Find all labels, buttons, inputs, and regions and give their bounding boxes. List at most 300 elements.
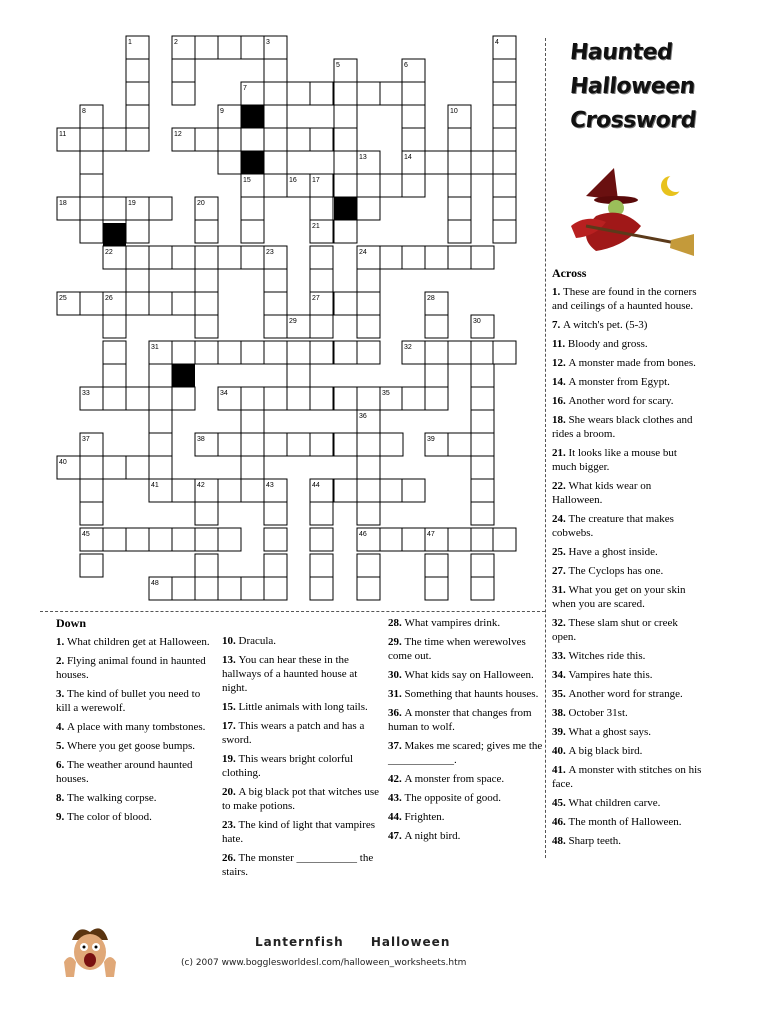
grid-cell[interactable]	[126, 246, 149, 269]
grid-cell[interactable]	[264, 59, 287, 82]
grid-cell[interactable]	[402, 246, 425, 269]
clue-text: October 31st.	[568, 707, 628, 719]
clue-number: 25.	[552, 546, 569, 558]
clue-text: A big black pot that witches use to make potions.	[222, 786, 380, 812]
grid-cell[interactable]	[357, 479, 380, 502]
grid-cell[interactable]	[264, 577, 287, 600]
page-title	[570, 36, 750, 138]
grid-cell[interactable]	[264, 528, 287, 551]
cell-number: 4	[495, 39, 499, 46]
grid-cell[interactable]	[425, 315, 448, 338]
down-clue	[388, 791, 548, 805]
grid-cell[interactable]	[172, 528, 195, 551]
grid-cell[interactable]	[264, 554, 287, 577]
clue-number: 16.	[552, 395, 569, 407]
grid-cell[interactable]	[402, 174, 425, 197]
grid-cell[interactable]	[195, 269, 218, 292]
grid-cell[interactable]	[334, 128, 357, 151]
down-clue	[56, 810, 216, 824]
witch-on-broom-icon	[566, 156, 696, 266]
grid-cell[interactable]	[357, 456, 380, 479]
grid-cell[interactable]	[380, 82, 403, 105]
grid-cell[interactable]	[149, 528, 172, 551]
across-clue	[552, 815, 702, 829]
grid-cell[interactable]	[448, 128, 471, 151]
grid-cell[interactable]	[357, 269, 380, 292]
grid-cell[interactable]	[218, 128, 241, 151]
clue-text: A monster from space.	[404, 773, 505, 785]
grid-cell[interactable]	[80, 292, 103, 315]
grid-cell[interactable]	[287, 128, 310, 151]
clue-number: 33.	[552, 650, 569, 662]
grid-cell[interactable]	[172, 246, 195, 269]
cell-number: 40	[59, 459, 67, 466]
grid-cell[interactable]	[195, 341, 218, 364]
grid-cell[interactable]	[310, 269, 333, 292]
clue-text: What kids wear on Halloween.	[552, 480, 652, 506]
grid-cell[interactable]	[380, 433, 403, 456]
down-clue	[222, 719, 382, 747]
grid-cell[interactable]	[218, 479, 241, 502]
grid-cell[interactable]	[126, 269, 149, 292]
grid-cell[interactable]	[195, 246, 218, 269]
cell-number: 6	[404, 62, 408, 69]
grid-cell[interactable]	[218, 528, 241, 551]
grid-cell[interactable]	[149, 387, 172, 410]
grid-cell[interactable]	[493, 105, 516, 128]
grid-cell[interactable]	[103, 197, 126, 220]
grid-cell[interactable]	[149, 246, 172, 269]
grid-cell[interactable]	[195, 220, 218, 243]
grid-cell[interactable]	[334, 82, 357, 105]
grid-cell[interactable]	[493, 82, 516, 105]
grid-cell[interactable]	[241, 387, 264, 410]
grid-cell[interactable]	[80, 479, 103, 502]
grid-cell[interactable]	[80, 197, 103, 220]
grid-cell[interactable]	[126, 387, 149, 410]
down-clue	[388, 810, 548, 824]
grid-cell[interactable]	[218, 246, 241, 269]
grid-cell[interactable]	[334, 105, 357, 128]
clue-number: 14.	[552, 376, 569, 388]
grid-cell[interactable]	[471, 341, 494, 364]
grid-cell[interactable]	[471, 502, 494, 525]
cell-number: 19	[128, 200, 136, 207]
across-heading: Across	[552, 266, 587, 280]
grid-cell[interactable]	[80, 554, 103, 577]
grid-cell[interactable]	[357, 315, 380, 338]
cell-number: 42	[197, 482, 205, 489]
clue-text: A big black bird.	[568, 745, 643, 757]
grid-cell[interactable]	[448, 246, 471, 269]
grid-cell[interactable]	[310, 528, 333, 551]
clue-number: 43.	[388, 792, 405, 804]
clue-number: 45.	[552, 797, 569, 809]
clue-number: 37.	[388, 740, 405, 752]
copyright-text: (c) 2007 www.bogglesworldesl.com/halloween_worksheets.htm	[181, 958, 467, 968]
clue-number: 28.	[388, 617, 405, 629]
grid-cell[interactable]	[126, 82, 149, 105]
grid-cell[interactable]	[425, 387, 448, 410]
clue-number: 4.	[56, 721, 67, 733]
grid-cell[interactable]	[264, 174, 287, 197]
grid-cell[interactable]	[195, 554, 218, 577]
clue-number: 9.	[56, 811, 67, 823]
grid-cell[interactable]	[334, 387, 357, 410]
clue-text: A monster with stitches on his face.	[552, 764, 702, 790]
grid-cell[interactable]	[80, 456, 103, 479]
grid-cell[interactable]	[149, 410, 172, 433]
cell-number: 44	[312, 482, 320, 489]
clue-number: 35.	[552, 688, 569, 700]
grid-cell[interactable]	[241, 433, 264, 456]
grid-cell[interactable]	[402, 479, 425, 502]
grid-cell[interactable]	[334, 220, 357, 243]
grid-cell[interactable]	[172, 59, 195, 82]
grid-cell[interactable]	[126, 59, 149, 82]
grid-cell[interactable]	[402, 82, 425, 105]
grid-cell[interactable]	[425, 246, 448, 269]
clue-number: 3.	[56, 688, 67, 700]
cell-number: 43	[266, 482, 274, 489]
down-clue	[222, 752, 382, 780]
grid-cell[interactable]	[471, 577, 494, 600]
grid-cell[interactable]	[310, 577, 333, 600]
grid-cell[interactable]	[195, 128, 218, 151]
grid-cell[interactable]	[103, 128, 126, 151]
grid-cell[interactable]	[380, 528, 403, 551]
across-clue	[552, 394, 702, 408]
grid-cell[interactable]	[218, 151, 241, 174]
grid-cell[interactable]	[172, 387, 195, 410]
grid-cell[interactable]	[172, 82, 195, 105]
clue-number: 15.	[222, 701, 239, 713]
grid-cell[interactable]	[126, 456, 149, 479]
grid-cell[interactable]	[357, 341, 380, 364]
cell-number: 48	[151, 580, 159, 587]
across-clue	[552, 706, 702, 720]
grid-cell[interactable]	[264, 387, 287, 410]
grid-cell[interactable]	[103, 456, 126, 479]
clue-text: What kids say on Halloween.	[404, 669, 534, 681]
grid-cell[interactable]	[334, 433, 357, 456]
grid-cell[interactable]	[425, 151, 448, 174]
grid-cell[interactable]	[471, 479, 494, 502]
cell-number: 10	[450, 108, 458, 115]
clue-text: Dracula.	[238, 635, 277, 647]
grid-cell[interactable]	[425, 577, 448, 600]
grid-cell[interactable]	[448, 220, 471, 243]
down-clue	[388, 772, 548, 786]
grid-cell[interactable]	[172, 577, 195, 600]
grid-cell[interactable]	[425, 554, 448, 577]
grid-cell[interactable]	[471, 456, 494, 479]
grid-cell[interactable]	[126, 528, 149, 551]
grid-cell[interactable]	[357, 554, 380, 577]
cell-number: 41	[151, 482, 159, 489]
grid-cell[interactable]	[126, 220, 149, 243]
grid-cell[interactable]	[241, 577, 264, 600]
down-clue	[388, 829, 548, 843]
grid-cell[interactable]	[195, 577, 218, 600]
grid-cell[interactable]	[149, 292, 172, 315]
grid-cell[interactable]	[310, 82, 333, 105]
grid-cell[interactable]	[264, 105, 287, 128]
grid-cell[interactable]	[218, 433, 241, 456]
clue-text: The time when werewolves come out.	[388, 636, 526, 662]
grid-cell[interactable]	[380, 174, 403, 197]
grid-cell[interactable]	[172, 341, 195, 364]
down-clues-col-2	[222, 634, 382, 884]
grid-cell[interactable]	[357, 577, 380, 600]
grid-cell[interactable]	[471, 364, 494, 387]
grid-cell[interactable]	[195, 502, 218, 525]
grid-cell[interactable]	[493, 220, 516, 243]
grid-cell[interactable]	[448, 528, 471, 551]
grid-cell[interactable]	[471, 151, 494, 174]
grid-cell[interactable]	[357, 292, 380, 315]
grid-cell[interactable]	[241, 220, 264, 243]
grid-cell[interactable]	[493, 174, 516, 197]
grid-cell[interactable]	[493, 59, 516, 82]
grid-cell[interactable]	[264, 341, 287, 364]
grid-cell[interactable]	[103, 364, 126, 387]
across-clue	[552, 337, 702, 351]
grid-cell[interactable]	[493, 128, 516, 151]
grid-cell[interactable]	[402, 105, 425, 128]
grid-cell[interactable]	[493, 151, 516, 174]
grid-cell[interactable]	[195, 528, 218, 551]
grid-cell[interactable]	[241, 246, 264, 269]
clue-number: 17.	[222, 720, 239, 732]
grid-cell[interactable]	[448, 151, 471, 174]
grid-cell[interactable]	[195, 36, 218, 59]
down-clue	[222, 818, 382, 846]
grid-cell[interactable]	[80, 220, 103, 243]
clue-number: 7.	[552, 319, 563, 331]
grid-cell[interactable]	[241, 341, 264, 364]
clue-text: You can hear these in the hallways of a haunted house at night.	[222, 654, 358, 694]
grid-cell[interactable]	[448, 197, 471, 220]
cell-number: 27	[312, 295, 320, 302]
grid-cell[interactable]	[264, 82, 287, 105]
across-clue	[552, 725, 702, 739]
grid-cell[interactable]	[493, 197, 516, 220]
cell-number: 29	[289, 318, 297, 325]
grid-cell[interactable]	[357, 387, 380, 410]
grid-cell[interactable]	[334, 292, 357, 315]
grid-cell[interactable]	[471, 528, 494, 551]
across-clue	[552, 649, 702, 663]
cell-number: 20	[197, 200, 205, 207]
grid-cell[interactable]	[471, 433, 494, 456]
grid-cell[interactable]	[357, 197, 380, 220]
grid-cell[interactable]	[195, 292, 218, 315]
clue-number: 38.	[552, 707, 569, 719]
cell-number: 38	[197, 436, 205, 443]
grid-cell[interactable]	[448, 174, 471, 197]
across-clue	[552, 413, 702, 441]
grid-cell[interactable]	[334, 174, 357, 197]
grid-cell[interactable]	[334, 479, 357, 502]
clue-number: 21.	[552, 447, 569, 459]
down-clue	[56, 720, 216, 734]
grid-cell[interactable]	[264, 502, 287, 525]
grid-cell[interactable]	[357, 433, 380, 456]
grid-cell[interactable]	[126, 105, 149, 128]
grid-cell[interactable]	[103, 528, 126, 551]
grid-cell[interactable]	[149, 456, 172, 479]
grid-cell[interactable]	[126, 292, 149, 315]
cell-number: 46	[359, 531, 367, 538]
grid-cell[interactable]	[357, 82, 380, 105]
cell-number: 18	[59, 200, 67, 207]
grid-cell[interactable]	[80, 174, 103, 197]
clue-number: 32.	[552, 617, 569, 629]
down-clue	[56, 739, 216, 753]
grid-cell[interactable]	[310, 246, 333, 269]
clue-text: These slam shut or creek open.	[552, 617, 678, 643]
grid-cell[interactable]	[241, 128, 264, 151]
grid-cell[interactable]	[402, 128, 425, 151]
down-clues-col-1	[56, 616, 216, 829]
grid-cell[interactable]	[264, 315, 287, 338]
grid-cell[interactable]	[218, 36, 241, 59]
grid-cell[interactable]	[103, 387, 126, 410]
grid-cell[interactable]	[310, 315, 333, 338]
clue-text: The kind of bullet you need to kill a werewolf.	[56, 688, 201, 714]
across-clues	[552, 266, 702, 853]
grid-cell[interactable]	[264, 292, 287, 315]
black-cell	[103, 223, 126, 246]
grid-cell[interactable]	[264, 433, 287, 456]
clue-text: The weather around haunted houses.	[56, 759, 193, 785]
grid-cell[interactable]	[287, 341, 310, 364]
grid-cell[interactable]	[126, 128, 149, 151]
grid-cell[interactable]	[241, 456, 264, 479]
grid-cell[interactable]	[149, 364, 172, 387]
clue-number: 13.	[222, 654, 239, 666]
cell-number: 28	[427, 295, 435, 302]
grid-cell[interactable]	[310, 387, 333, 410]
grid-cell[interactable]	[471, 410, 494, 433]
grid-cell[interactable]	[448, 341, 471, 364]
cell-number: 16	[289, 177, 297, 184]
grid-cell[interactable]	[310, 128, 333, 151]
grid-cell[interactable]	[218, 577, 241, 600]
grid-cell[interactable]	[287, 82, 310, 105]
grid-cell[interactable]	[149, 197, 172, 220]
grid-cell[interactable]	[334, 341, 357, 364]
clue-text: Where you get goose bumps.	[67, 740, 195, 752]
grid-cell[interactable]	[310, 502, 333, 525]
clue-number: 40.	[552, 745, 569, 757]
down-clue	[56, 687, 216, 715]
grid-cell[interactable]	[310, 341, 333, 364]
grid-cell[interactable]	[241, 36, 264, 59]
grid-cell[interactable]	[310, 554, 333, 577]
clue-number: 10.	[222, 635, 239, 647]
grid-cell[interactable]	[103, 341, 126, 364]
grid-cell[interactable]	[357, 174, 380, 197]
grid-cell[interactable]	[471, 387, 494, 410]
grid-cell[interactable]	[241, 410, 264, 433]
grid-cell[interactable]	[402, 528, 425, 551]
grid-cell[interactable]	[149, 433, 172, 456]
title-line-3: Crossword	[568, 108, 698, 133]
clue-text: What you get on your skin when you are scared.	[552, 584, 686, 610]
grid-cell[interactable]	[80, 502, 103, 525]
across-clue	[552, 583, 702, 611]
clue-text: Another word for scary.	[568, 395, 674, 407]
grid-cell[interactable]	[241, 197, 264, 220]
grid-cell[interactable]	[172, 292, 195, 315]
clue-number: 6.	[56, 759, 67, 771]
cell-number: 11	[59, 131, 67, 138]
clue-text: A monster made from bones.	[568, 357, 696, 369]
grid-cell[interactable]	[471, 554, 494, 577]
grid-cell[interactable]	[287, 364, 310, 387]
grid-cell[interactable]	[425, 341, 448, 364]
grid-cell[interactable]	[380, 246, 403, 269]
clue-text: A night bird.	[404, 830, 461, 842]
grid-cell[interactable]	[448, 433, 471, 456]
cell-number: 15	[243, 177, 251, 184]
clue-number: 1.	[56, 636, 67, 648]
clue-number: 8.	[56, 792, 67, 804]
clue-number: 31.	[552, 584, 569, 596]
grid-cell[interactable]	[218, 341, 241, 364]
grid-cell[interactable]	[80, 151, 103, 174]
down-clues-col-3	[388, 616, 548, 848]
clue-text: Vampires hate this.	[568, 669, 653, 681]
grid-cell[interactable]	[172, 479, 195, 502]
grid-cell[interactable]	[264, 128, 287, 151]
grid-cell[interactable]	[287, 433, 310, 456]
cell-number: 9	[220, 108, 224, 115]
grid-cell[interactable]	[80, 128, 103, 151]
grid-cell[interactable]	[380, 479, 403, 502]
grid-cell[interactable]	[493, 341, 516, 364]
grid-cell[interactable]	[425, 364, 448, 387]
across-clue	[552, 545, 702, 559]
clue-number: 29.	[388, 636, 405, 648]
cell-number: 17	[312, 177, 320, 184]
grid-cell[interactable]	[264, 151, 287, 174]
grid-cell[interactable]	[493, 528, 516, 551]
down-clue	[56, 791, 216, 805]
clue-text: The kind of light that vampires hate.	[222, 819, 376, 845]
grid-cell[interactable]	[310, 197, 333, 220]
grid-cell[interactable]	[402, 387, 425, 410]
across-clue	[552, 834, 702, 848]
cell-number: 22	[105, 249, 113, 256]
down-clue	[222, 851, 382, 879]
grid-cell[interactable]	[357, 502, 380, 525]
down-clue	[56, 654, 216, 682]
grid-cell[interactable]	[334, 151, 357, 174]
grid-cell[interactable]	[471, 246, 494, 269]
grid-cell[interactable]	[310, 433, 333, 456]
cell-number: 3	[266, 39, 270, 46]
grid-cell[interactable]	[195, 315, 218, 338]
title-line-1: Haunted	[568, 40, 674, 65]
grid-cell[interactable]	[287, 387, 310, 410]
grid-cell[interactable]	[264, 269, 287, 292]
across-clue	[552, 687, 702, 701]
grid-cell[interactable]	[103, 315, 126, 338]
grid-cell[interactable]	[241, 479, 264, 502]
